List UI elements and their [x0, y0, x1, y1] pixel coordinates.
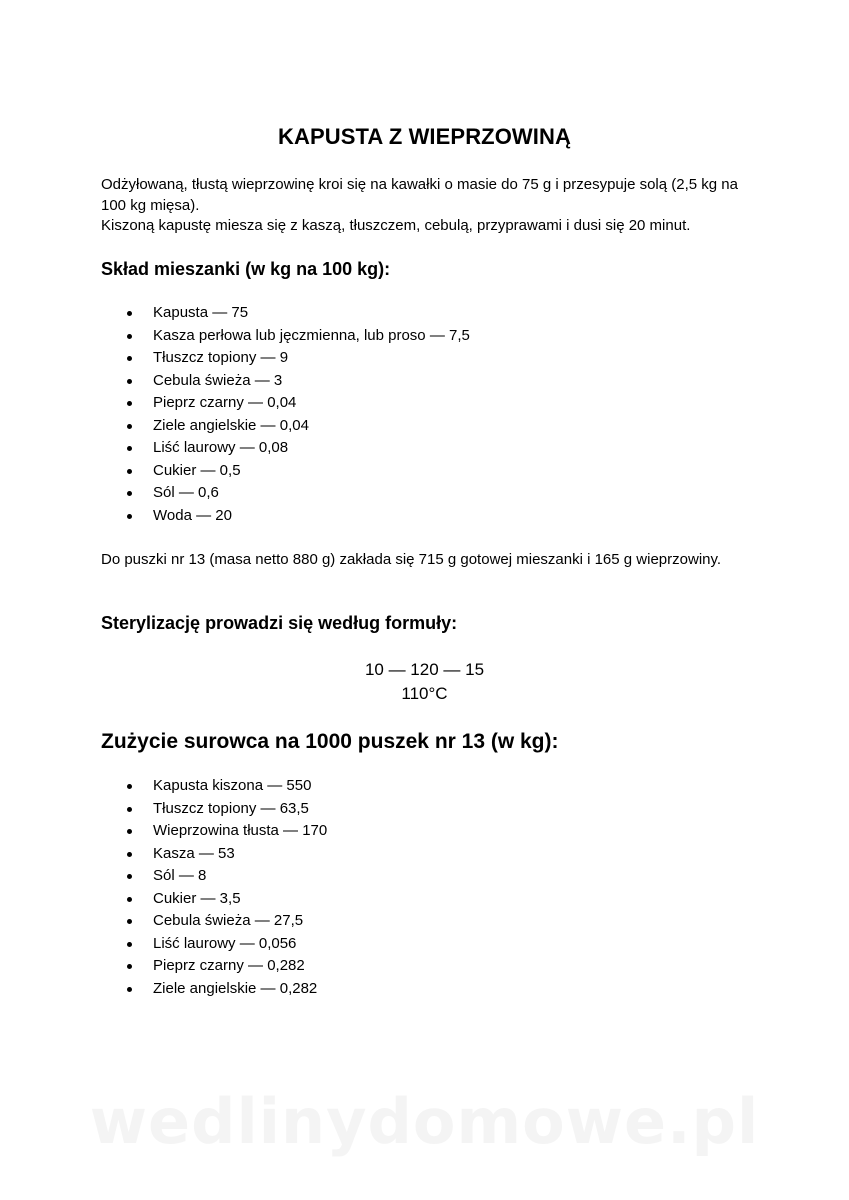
bullet-icon — [127, 469, 132, 474]
bullet-icon — [127, 311, 132, 316]
bullet-icon — [127, 424, 132, 429]
list-item — [101, 955, 327, 978]
list-item-text: Cebula świeża — 27,5 — [153, 912, 304, 929]
list-item-text: Kapusta — 75 — [153, 304, 249, 321]
list-item-text: Kasza perłowa lub jęczmienna, lub proso — 7,5 — [153, 326, 470, 344]
bullet-icon — [127, 491, 132, 496]
list-item — [101, 820, 327, 843]
list-item-text: Liść laurowy — 0,08 — [153, 439, 289, 456]
list-item — [101, 325, 470, 348]
watermark: wedlinydomowe.pl — [89, 1085, 760, 1158]
list-item — [101, 933, 327, 956]
list-item — [101, 460, 470, 483]
list-item — [101, 392, 470, 415]
list-item-text: Liść laurowy — 0,056 — [153, 934, 297, 952]
list-item-text: Woda — 20 — [153, 506, 232, 524]
bullet-icon — [127, 852, 132, 857]
can-note-paragraph: Do puszki nr 13 (masa netto 880 g) zakłada się 715 g gotowej mieszanki i 165 g wieprzowiny. — [101, 551, 722, 568]
list-item-text: Sól — 8 — [153, 867, 207, 884]
list-item — [101, 347, 470, 370]
list-item-text: Wieprzowina tłusta — 170 — [153, 822, 328, 839]
sterylizacja-heading: Sterylizację prowadzi się według formuły: — [101, 613, 458, 633]
list-item — [101, 910, 327, 933]
sklad-heading: Skład mieszanki (w kg na 100 kg): — [101, 259, 391, 279]
bullet-icon — [127, 356, 132, 361]
bullet-icon — [127, 829, 132, 834]
list-item-text: Pieprz czarny — 0,282 — [153, 957, 305, 974]
bullet-icon — [127, 784, 132, 789]
bullet-icon — [127, 964, 132, 969]
list-item-text: Kasza — 53 — [153, 844, 235, 862]
list-item-text: Ziele angielskie — 0,282 — [153, 979, 318, 997]
sterilization-formula — [0, 658, 849, 706]
bullet-icon — [127, 514, 132, 519]
zuzycie-heading: Zużycie surowca na 1000 puszek nr 13 (w kg): — [101, 730, 559, 753]
list-item-text: Pieprz czarny — 0,04 — [153, 394, 297, 411]
list-item — [101, 415, 470, 438]
list-item — [101, 798, 327, 821]
list-item — [101, 437, 470, 460]
zuzycie-list — [101, 775, 327, 1000]
bullet-icon — [127, 987, 132, 992]
bullet-icon — [127, 446, 132, 451]
list-item — [101, 775, 327, 798]
list-item — [101, 865, 327, 888]
list-item-text: Cukier — 3,5 — [153, 889, 241, 907]
bullet-icon — [127, 334, 132, 339]
list-item — [101, 302, 470, 325]
list-item-text: Cukier — 0,5 — [153, 461, 241, 479]
intro-line-1: Odżyłowaną, tłustą wieprzowinę kroi się na kawałki o masie do 75 g i przesypuje solą (2,5 kg na 100 kg mięsa). — [101, 176, 738, 214]
list-item — [101, 888, 327, 911]
list-item-text: Tłuszcz topiony — 9 — [153, 349, 289, 366]
list-item-text: Cebula świeża — 3 — [153, 371, 283, 389]
bullet-icon — [127, 874, 132, 879]
formula-line-2: 110°C — [401, 684, 448, 703]
intro-paragraph — [101, 175, 761, 237]
list-item — [101, 843, 327, 866]
list-item — [101, 978, 327, 1001]
formula-line-1: 10 — 120 — 15 — [364, 660, 485, 679]
bullet-icon — [127, 807, 132, 812]
intro-line-2: Kiszoną kapustę miesza się z kaszą, tłuszczem, cebulą, przyprawami i dusi się 20 minut. — [101, 217, 691, 234]
bullet-icon — [127, 379, 132, 384]
bullet-icon — [127, 401, 132, 406]
list-item-text: Sól — 0,6 — [153, 484, 219, 501]
page-title: KAPUSTA Z WIEPRZOWINĄ — [278, 124, 571, 149]
list-item-text: Tłuszcz topiony — 63,5 — [153, 799, 309, 817]
bullet-icon — [127, 942, 132, 947]
list-item-text: Ziele angielskie — 0,04 — [153, 416, 309, 434]
sklad-list — [101, 302, 470, 527]
list-item — [101, 370, 470, 393]
bullet-icon — [127, 919, 132, 924]
bullet-icon — [127, 897, 132, 902]
list-item — [101, 505, 470, 528]
list-item — [101, 482, 470, 505]
list-item-text: Kapusta kiszona — 550 — [153, 777, 312, 794]
